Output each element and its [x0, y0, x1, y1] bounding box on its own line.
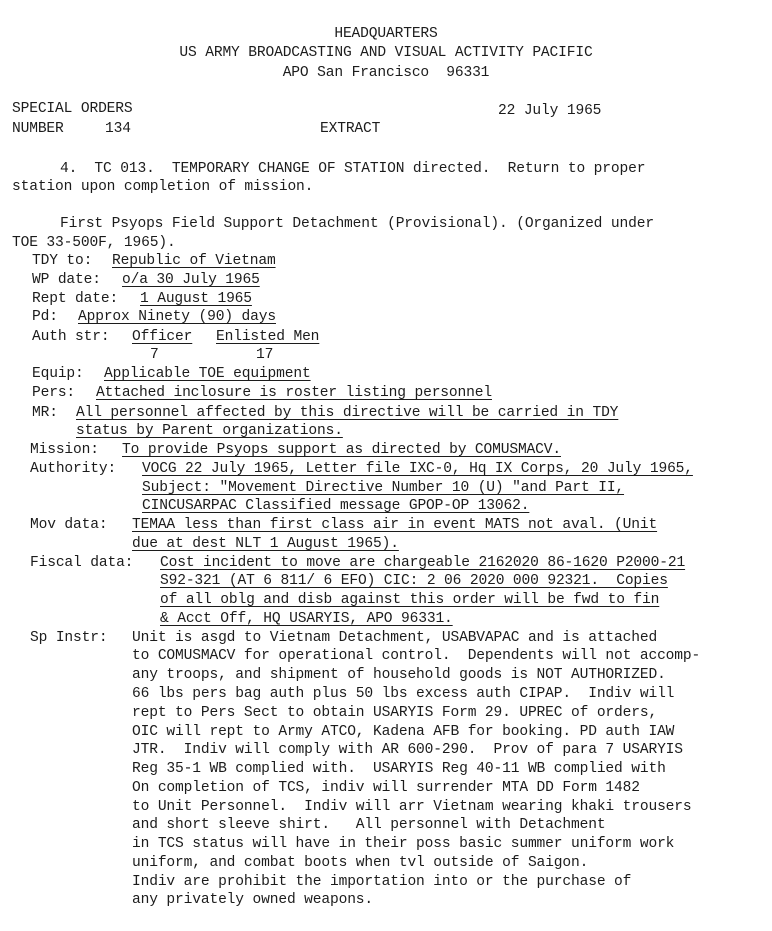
sp-instr-line: in TCS status will have in their poss basic summer uniform work [132, 836, 675, 852]
org-line-3: APO San Francisco 96331 [282, 65, 490, 81]
mov-data-line-1: TEMAA less than first class air in event MATS not aval. (Unit [132, 517, 658, 533]
wp-date-label: WP date: [32, 272, 101, 288]
sp-instr-line: OIC will rept to Army ATCO, Kadena AFB for booking. PD auth IAW [132, 724, 675, 740]
sp-instr-line: Unit is asgd to Vietnam Detachment, USABVAPAC and is attached [132, 630, 658, 646]
sp-instr-line: Reg 35-1 WB complied with. USARYIS Reg 40-11 WB complied with [132, 761, 666, 777]
sp-instr-line: to COMUSMACV for operational control. Dependents will not accomp- [132, 648, 701, 664]
mr-line-1: All personnel affected by this directive will be carried in TDY [76, 405, 619, 421]
tdy-label: TDY to: [32, 253, 93, 269]
sp-instr-line: On completion of TCS, indiv will surrender MTA DD Form 1482 [132, 780, 640, 796]
fiscal-data-line-1: Cost incident to move are chargeable 2162020 86-1620 P2000-21 [160, 555, 686, 571]
fiscal-data-label: Fiscal data: [30, 555, 134, 571]
para4-line-1: 4. TC 013. TEMPORARY CHANGE OF STATION directed. Return to proper [60, 161, 646, 177]
auth-enlisted-heading: Enlisted Men [216, 329, 320, 345]
sp-instr-line: to Unit Personnel. Indiv will arr Vietnam wearing khaki trousers [132, 799, 692, 815]
wp-date-value: o/a 30 July 1965 [122, 272, 260, 288]
orders-extract: EXTRACT [320, 121, 381, 137]
authority-line-2: Subject: "Movement Directive Number 10 (U) "and Part II, [142, 480, 625, 496]
sp-instr-line: any troops, and shipment of household goods is NOT AUTHORIZED. [132, 667, 666, 683]
unit-line-2: TOE 33-500F, 1965). [12, 235, 176, 251]
fiscal-data-line-4: & Acct Off, HQ USARYIS, APO 96331. [160, 611, 453, 627]
sp-instr-line: Indiv are prohibit the importation into or the purchase of [132, 874, 632, 890]
auth-str-label: Auth str: [32, 329, 110, 345]
sp-instr-line: uniform, and combat boots when tvl outside of Saigon. [132, 855, 589, 871]
auth-officer-count: 7 [150, 347, 159, 363]
auth-enlisted-count: 17 [256, 347, 274, 363]
orders-date: 22 July 1965 [498, 103, 602, 119]
sp-instr-line: rept to Pers Sect to obtain USARYIS Form 29. UPREC of orders, [132, 705, 658, 721]
para4-line-2: station upon completion of mission. [12, 179, 314, 195]
auth-officer-heading: Officer [132, 329, 193, 345]
org-line-2: US ARMY BROADCASTING AND VISUAL ACTIVITY PACIFIC [179, 45, 593, 61]
authority-label: Authority: [30, 461, 117, 477]
fiscal-data-line-2: S92-321 (AT 6 811/ 6 EFO) CIC: 2 06 2020 000 92321. Copies [160, 573, 668, 589]
authority-line-3: CINCUSARPAC Classified message GPOP-OP 13062. [142, 498, 530, 514]
sp-instr-label: Sp Instr: [30, 630, 108, 646]
org-line-1: HEADQUARTERS [334, 26, 438, 42]
equip-value: Applicable TOE equipment [104, 366, 311, 382]
orders-number: 134 [105, 121, 131, 137]
pers-value: Attached inclosure is roster listing personnel [96, 385, 492, 401]
rept-date-label: Rept date: [32, 291, 119, 307]
equip-label: Equip: [32, 366, 84, 382]
pd-label: Pd: [32, 309, 58, 325]
mov-data-line-2: due at dest NLT 1 August 1965). [132, 536, 399, 552]
mov-data-label: Mov data: [30, 517, 108, 533]
sp-instr-line: 66 lbs pers bag auth plus 50 lbs excess auth CIPAP. Indiv will [132, 686, 675, 702]
mission-label: Mission: [30, 442, 99, 458]
mission-value: To provide Psyops support as directed by COMUSMACV. [122, 442, 561, 458]
fiscal-data-line-3: of all oblg and disb against this order will be fwd to fin [160, 592, 660, 608]
rept-date-value: 1 August 1965 [140, 291, 252, 307]
mr-line-2: status by Parent organizations. [76, 423, 343, 439]
mr-label: MR: [32, 405, 58, 421]
pers-label: Pers: [32, 385, 76, 401]
tdy-value: Republic of Vietnam [112, 253, 276, 269]
sp-instr-line: JTR. Indiv will comply with AR 600-290. Prov of para 7 USARYIS [132, 742, 683, 758]
authority-line-1: VOCG 22 July 1965, Letter file IXC-0, Hq IX Corps, 20 July 1965, [142, 461, 693, 477]
sp-instr-line: any privately owned weapons. [132, 892, 374, 908]
orders-number-label: NUMBER [12, 121, 64, 137]
unit-line-1: First Psyops Field Support Detachment (Provisional). (Organized under [60, 216, 654, 232]
orders-type: SPECIAL ORDERS [12, 101, 133, 117]
sp-instr-line: and short sleeve shirt. All personnel with Detachment [132, 817, 606, 833]
pd-value: Approx Ninety (90) days [78, 309, 276, 325]
